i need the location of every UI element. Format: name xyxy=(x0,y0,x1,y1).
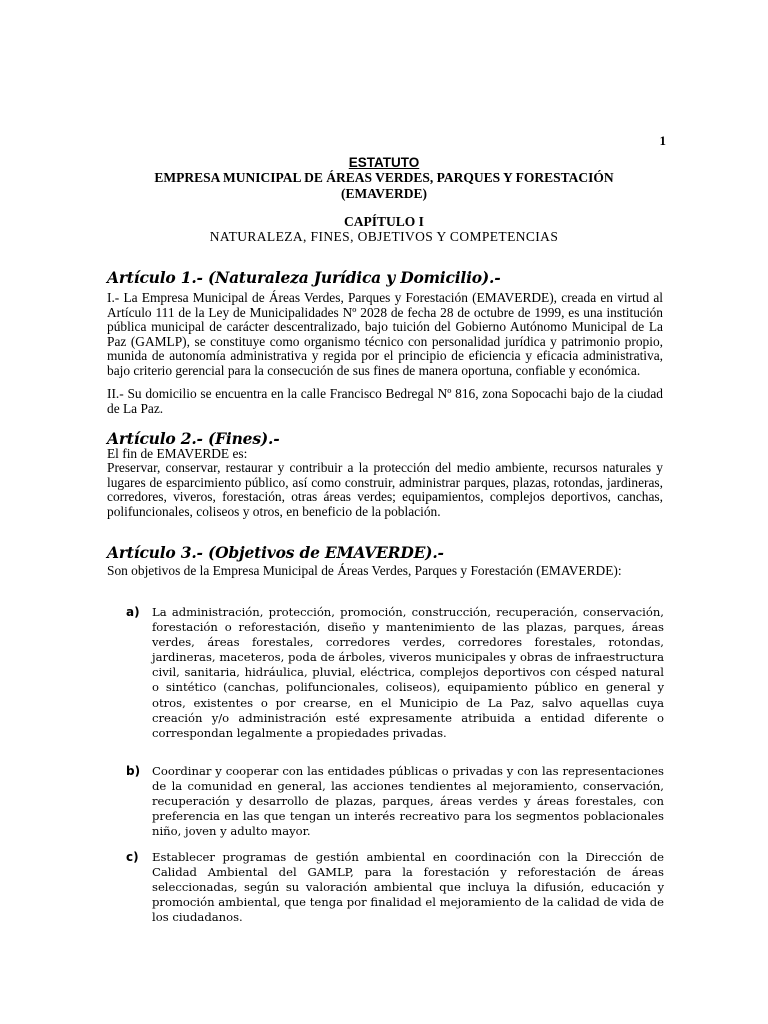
organization-name: EMPRESA MUNICIPAL DE ÁREAS VERDES, PARQUES Y FORESTACIÓN xyxy=(154,170,614,185)
item-text: La administración, protección, promoción, construcción, recuperación, conservación, forestación o reforestación, diseño y mantenimiento de las plazas, parques, áreas verdes, áreas forestales, corredores verdes, corredores forestales, rotondas, jardineras, maceteros, poda de árboles, viveros municipales y obras de infraestructura civil, sanitaria, hidráulica, pluvial, eléctrica, complejos deportivos con césped natural o sintético (canchas, polifuncionales, coliseos), equipamiento público en general y otros, existentes o por crearse, en el Municipio de La Paz, salvo aquellas cuya creación y/o administración esté expresamente atribuida a entidad diferente o correspondan legalmente a propiedades privadas. xyxy=(152,605,664,740)
organization-acronym: (EMAVERDE) xyxy=(340,186,427,201)
item-marker: b) xyxy=(126,764,141,778)
item-text: Establecer programas de gestión ambiental en coordinación con la Dirección de Calidad Ambiental del GAMLP, para la forestación y reforestación de áreas seleccionadas, según su valoración ambiental que incluya la difusión, educación y promoción ambiental, que tenga por finalidad el mejoramiento de la calidad de vida de los ciudadanos. xyxy=(152,850,664,925)
item-marker: a) xyxy=(126,605,140,619)
objective-item-b xyxy=(126,764,664,839)
article-2-intro: El fin de EMAVERDE es: xyxy=(107,446,248,461)
article-1-heading: Artículo 1.- (Naturaleza Jurídica y Domicilio).- xyxy=(107,268,501,287)
article-3-intro: Son objetivos de la Empresa Municipal de Áreas Verdes, Parques y Forestación (EMAVERDE): xyxy=(107,563,622,578)
page-number: 1 xyxy=(659,133,666,148)
article-1-paragraph-2: II.- Su domicilio se encuentra en la calle Francisco Bedregal Nº 816, zona Sopocachi bajo de la ciudad de La Paz. xyxy=(107,386,663,416)
article-2-text: Preservar, conservar, restaurar y contribuir a la protección del medio ambiente, recursos naturales y lugares de esparcimiento público, así como construir, administrar parques, plazas, rotondas, jardineras, corredores, viveros, forestación, otras áreas verdes; equipamientos, complejos deportivos, canchas, polifuncionales, coliseos y otros, en beneficio de la población. xyxy=(107,460,663,519)
chapter-label: CAPÍTULO I xyxy=(344,214,424,229)
article-3-heading: Artículo 3.- (Objetivos de EMAVERDE).- xyxy=(107,543,444,562)
item-text: Coordinar y cooperar con las entidades públicas o privadas y con las representaciones de la comunidad en general, las acciones tendientes al mejoramiento, conservación, recuperación y desarrollo de plazas, parques, áreas verdes y áreas forestales, con preferencia en las que tengan un interés recreativo para los segmentos poblacionales niño, joven y adulto mayor. xyxy=(152,764,664,839)
document-title: ESTATUTO xyxy=(348,155,420,170)
objective-item-a xyxy=(126,605,664,741)
article-2-heading: Artículo 2.- (Fines).- xyxy=(107,429,280,448)
article-1-paragraph-1: I.- La Empresa Municipal de Áreas Verdes, Parques y Forestación (EMAVERDE), creada en virtud al Artículo 111 de la Ley de Municipalidades Nº 2028 de fecha 28 de octubre de 1999, es una institución pública municipal de carácter descentralizado, bajo tuición del Gobierno Autónomo Municipal de La Paz (GAMLP), se constituye como organismo técnico con personalidad jurídica y patrimonio propio, munida de autonomía administrativa y regida por el principio de eficiencia y eficacia administrativa, bajo criterio gerencial para la consecución de sus fines de manera oportuna, confiable y económica. xyxy=(107,290,663,378)
chapter-name: NATURALEZA, FINES, OBJETIVOS Y COMPETENCIAS xyxy=(209,229,559,244)
item-marker: c) xyxy=(126,850,139,864)
objective-item-c xyxy=(126,850,664,925)
